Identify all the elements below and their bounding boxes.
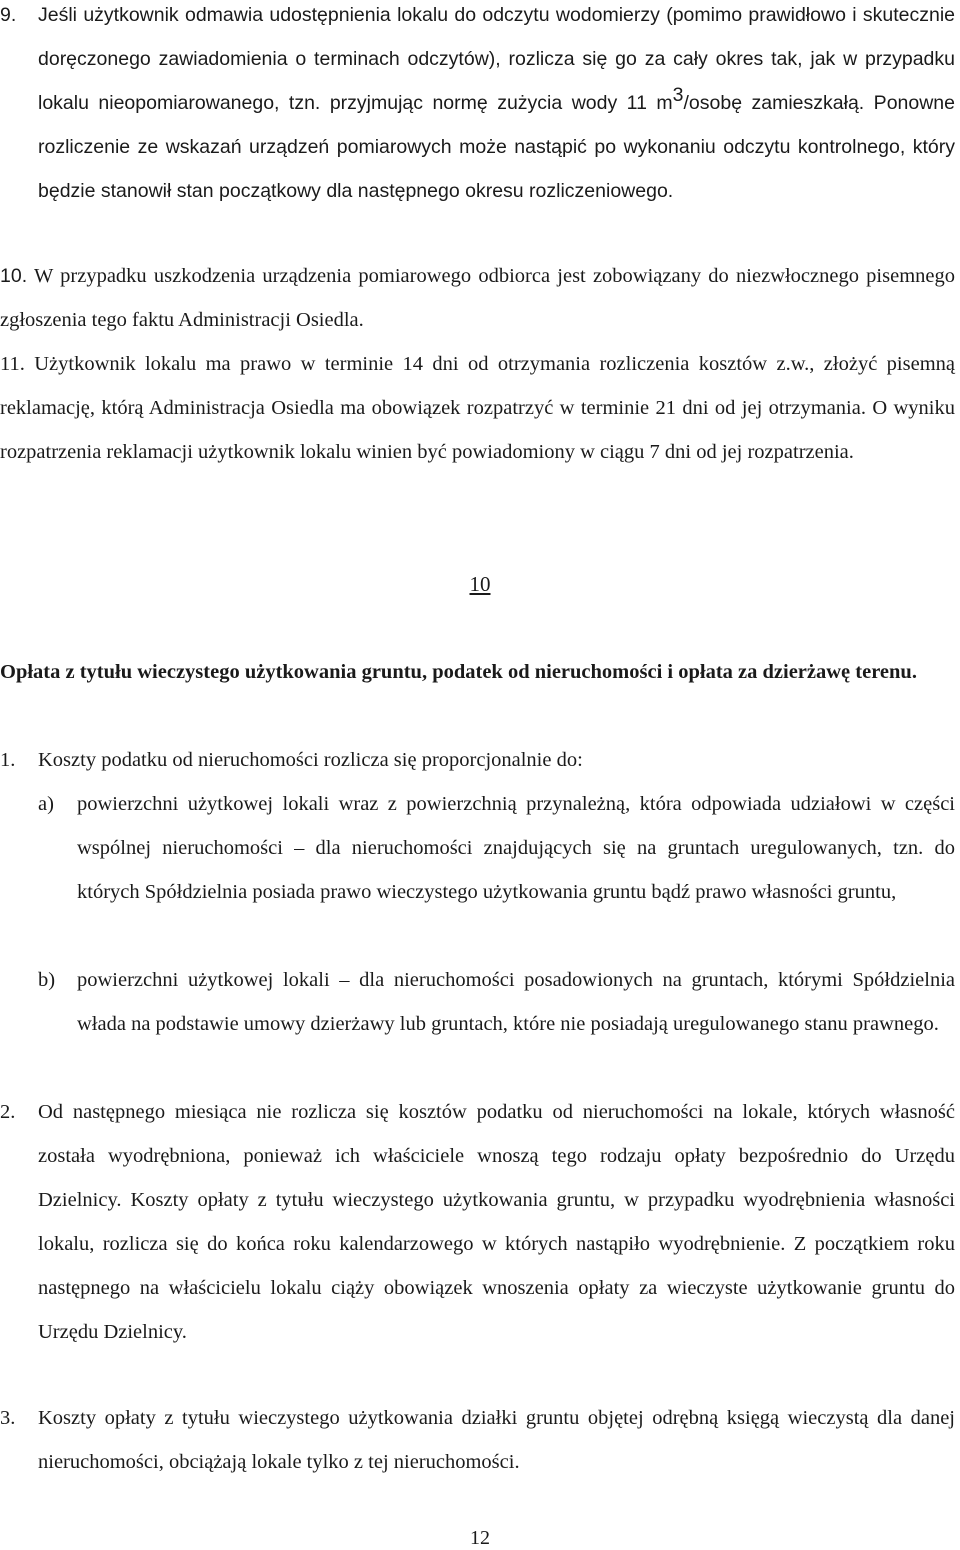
subpoint-letter: b) (38, 969, 56, 991)
paragraph-10 (0, 254, 955, 342)
point-number: 1. (0, 749, 16, 771)
section-mark (0, 566, 960, 602)
subpoint-b (38, 958, 955, 1046)
paragraph-9 (0, 0, 955, 213)
paragraph-text-continued: /osobę zamieszkałą. Ponowne rozliczenie ze wskazań urządzeń pomiarowych może nastąpić po wykonaniu odczytu kontrolnego, który będzie stanowił stan początkowy dla następnego okresu rozliczeniowego. (38, 92, 955, 202)
superscript: 3 (672, 84, 684, 107)
paragraph-text: W przypadku uszkodzenia urządzenia pomiarowego odbiorca jest zobowiązany do niezwłocznego pisemnego zgłoszenia tego faktu Administracji Osiedla. (0, 265, 955, 331)
subpoint-letter: a) (38, 793, 54, 815)
paragraph-text: Jeśli użytkownik odmawia udostępnienia lokalu do odczytu wodomierzy (pomimo prawidłowo i skutecznie doręczonego zawiadomienia o terminach odczytów), rozlicza się go za cały okres tak, jak w przypadku lokalu nieopomiarowanego, tzn. przyjmując normę zużycia wody 11 m (38, 4, 955, 114)
point-3 (0, 1396, 955, 1484)
point-text: Od następnego miesiąca nie rozlicza się kosztów podatku od nieruchomości na lokale, których własność została wyodrębniona, ponieważ ich właściciele wnoszą tego rodzaju opłaty bezpośrednio do Urzędu Dzielnicy. Koszty opłaty z tytułu wieczystego użytkowania gruntu, w przypadku wyodrębnienia własności lokalu, rozlicza się do końca roku kalendarzowego w których nastąpiło wyodrębnienie. Z początkiem roku następnego na właścicielu lokalu ciąży obowiązek wnoszenia opłaty za wieczyste użytkowanie gruntu do Urzędu Dzielnicy. (38, 1101, 955, 1343)
subpoint-text: powierzchni użytkowej lokali – dla nieruchomości posadowionych na gruntach, którymi Spółdzielnia włada na podstawie umowy dzierżawy lub gruntach, które nie posiadają uregulowanego stanu prawnego. (77, 969, 955, 1035)
paragraph-11: 11. Użytkownik lokalu ma prawo w terminie 14 dni od otrzymania rozliczenia kosztów z.w., złożyć pisemną reklamację, którą Administracja Osiedla ma obowiązek rozpatrzyć w terminie 21 dni od jej otrzymania. O wyniku rozpatrzenia reklamacji użytkownik lokalu winien być powiadomiony w ciągu 7 dni od jej rozpatrzenia. (0, 353, 955, 463)
paragraph-number: 10. (0, 265, 28, 287)
point-2 (0, 1090, 955, 1354)
section-heading: Opłata z tytułu wieczystego użytkowania gruntu, podatek od nieruchomości i opłata za dzierżawę terenu. (0, 661, 917, 683)
paragraph-number: 9. (0, 4, 17, 26)
subpoint-a (38, 782, 955, 914)
point-1 (0, 738, 955, 782)
section-number: 10 (469, 572, 491, 596)
point-number: 3. (0, 1407, 16, 1429)
point-text: Koszty podatku od nieruchomości rozlicza się proporcjonalnie do: (38, 749, 583, 771)
subpoint-text: powierzchni użytkowej lokali wraz z powierzchnią przynależną, która odpowiada udziałowi w części wspólnej nieruchomości – dla nieruchomości znajdujących się na gruntach uregulowanych, tzn. do których Spółdzielnia posiada prawo wieczystego użytkowania gruntu bądź prawo własności gruntu, (77, 793, 955, 903)
page-number: 12 (470, 1527, 490, 1549)
point-number: 2. (0, 1101, 16, 1123)
point-text: Koszty opłaty z tytułu wieczystego użytkowania działki gruntu objętej odrębną księgą wieczystą dla danej nieruchomości, obciążają lokale tylko z tej nieruchomości. (38, 1407, 955, 1473)
